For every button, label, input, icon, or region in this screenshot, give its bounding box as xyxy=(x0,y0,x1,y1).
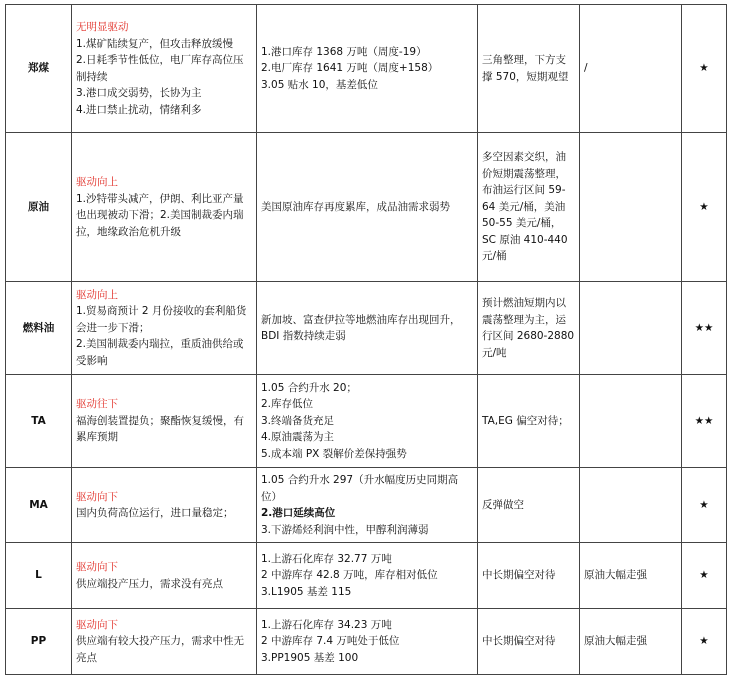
data-line: 5.成本端 PX 裂解价差保持强势 xyxy=(261,447,407,460)
rating-stars: ★★ xyxy=(682,282,727,375)
driver-label: 驱动向下 xyxy=(76,490,118,503)
rating-stars: ★ xyxy=(682,5,727,133)
fundamentals-cell xyxy=(72,375,257,468)
data-line: 3.L1905 基差 115 xyxy=(261,585,352,598)
data-line: 2 中游库存 7.4 万吨处于低位 xyxy=(261,635,400,648)
data-line: 美国原油库存再度累库，成品油需求弱势 xyxy=(261,200,450,213)
data-line: 1.港口库存 1368 万吨（周度-19） xyxy=(261,45,427,58)
driver-label: 驱动向上 xyxy=(76,288,118,301)
table-row xyxy=(6,375,727,468)
commodity-name: 原油 xyxy=(6,133,72,282)
fundamentals-cell xyxy=(72,468,257,543)
view-cell: 预计燃油短期内以震荡整理为主，运行区间 2680-2880 元/吨 xyxy=(478,282,580,375)
driver-label: 驱动往下 xyxy=(76,398,118,411)
view-cell: 反弹做空 xyxy=(478,468,580,543)
fundamentals-cell xyxy=(72,5,257,133)
extra-cell xyxy=(580,468,682,543)
fundamentals-cell xyxy=(72,133,257,282)
extra-cell xyxy=(580,133,682,282)
data-line: 1.上游石化库存 34.23 万吨 xyxy=(261,618,392,631)
data-cell xyxy=(257,282,478,375)
extra-cell: 原油大幅走强 xyxy=(580,543,682,609)
view-cell: 三角整理，下方支撑 570，短期观望 xyxy=(478,5,580,133)
extra-cell xyxy=(580,375,682,468)
fundamental-line: 2.美国制裁委内瑞拉，重质油供给或受影响 xyxy=(76,338,244,367)
fundamental-line: 供应端投产压力，需求没有亮点 xyxy=(76,577,223,590)
commodity-name: 燃料油 xyxy=(6,282,72,375)
fundamental-line: 3.港口成交弱势，长协为主 xyxy=(76,87,202,99)
data-cell xyxy=(257,543,478,609)
commodity-name: TA xyxy=(6,375,72,468)
commodity-name: 郑煤 xyxy=(6,5,72,133)
driver-label: 无明显驱动 xyxy=(76,21,129,33)
extra-cell xyxy=(580,282,682,375)
fundamental-line: 供应端有较大投产压力，需求中性无亮点 xyxy=(76,635,244,664)
commodity-analysis-table xyxy=(5,4,727,675)
extra-cell: / xyxy=(580,5,682,133)
rating-stars: ★★ xyxy=(682,375,727,468)
data-line: 1.05 合约升水 20； xyxy=(261,381,357,394)
data-line: 3.下游烯烃利润中性，甲醇利润薄弱 xyxy=(261,523,429,536)
driver-label: 驱动向下 xyxy=(76,561,118,573)
data-line: 2.库存低位 xyxy=(261,398,314,411)
table-row xyxy=(6,468,727,543)
data-line: 3.终端备货充足 xyxy=(261,414,335,427)
data-line: 2.港口延续高位 xyxy=(261,507,336,519)
data-line: 2 中游库存 42.8 万吨，库存相对低位 xyxy=(261,569,438,582)
fundamentals-cell xyxy=(72,282,257,375)
commodity-name: L xyxy=(6,543,72,609)
view-cell: 中长期偏空对待 xyxy=(478,543,580,609)
data-line: 1.05 合约升水 297（升水幅度历史同期高位） xyxy=(261,474,459,503)
driver-label: 驱动向下 xyxy=(76,618,118,631)
view-cell: 多空因素交织，油价短期震荡整理，布油运行区间 59-64 美元/桶，美油 50-55 美元/桶，SC 原油 410-440 元/桶 xyxy=(478,133,580,282)
fundamental-line: 福海创装置提负；聚酯恢复缓慢，有累库预期 xyxy=(76,414,244,444)
table-row xyxy=(6,543,727,609)
fundamentals-cell xyxy=(72,609,257,675)
data-line: 3.PP1905 基差 100 xyxy=(261,651,359,664)
table-row xyxy=(6,133,727,282)
table-row xyxy=(6,609,727,675)
data-line: 新加坡、富查伊拉等地燃油库存出现回升，BDI 指数持续走弱 xyxy=(261,313,461,342)
data-line: 4.原油震荡为主 xyxy=(261,431,335,444)
data-cell xyxy=(257,5,478,133)
rating-stars: ★ xyxy=(682,609,727,675)
rating-stars: ★ xyxy=(682,133,727,282)
extra-cell: 原油大幅走强 xyxy=(580,609,682,675)
rating-stars: ★ xyxy=(682,543,727,609)
fundamental-line: 1.煤矿陆续复产，但攻击释放缓慢 xyxy=(76,37,234,50)
commodity-name: MA xyxy=(6,468,72,543)
fundamental-line: 4.进口禁止扰动，情绪利多 xyxy=(76,103,202,116)
fundamental-line: 1.贸易商预计 2 月份接收的套利船货会进一步下滑； xyxy=(76,305,247,334)
table-row xyxy=(6,282,727,375)
fundamental-line: 2.日耗季节性低位，电厂库存高位压制持续 xyxy=(76,54,244,83)
fundamental-line: 国内负荷高位运行，进口量稳定； xyxy=(76,507,234,519)
data-line: 3.05 贴水 10，基差低位 xyxy=(261,78,378,91)
data-cell xyxy=(257,133,478,282)
data-cell xyxy=(257,468,478,543)
rating-stars: ★ xyxy=(682,468,727,543)
table-row xyxy=(6,5,727,133)
driver-label: 驱动向上 xyxy=(76,176,118,188)
data-line: 1.上游石化库存 32.77 万吨 xyxy=(261,552,392,565)
fundamental-line: 1.沙特带头减产，伊朗、利比亚产量也出现被动下滑；2.美国制裁委内瑞拉，地缘政治危机升级 xyxy=(76,192,244,238)
data-cell xyxy=(257,375,478,468)
data-cell xyxy=(257,609,478,675)
data-line: 2.电厂库存 1641 万吨（周度+158） xyxy=(261,62,439,75)
commodity-name: PP xyxy=(6,609,72,675)
fundamentals-cell xyxy=(72,543,257,609)
view-cell: 中长期偏空对待 xyxy=(478,609,580,675)
view-cell: TA,EG 偏空对待； xyxy=(478,375,580,468)
